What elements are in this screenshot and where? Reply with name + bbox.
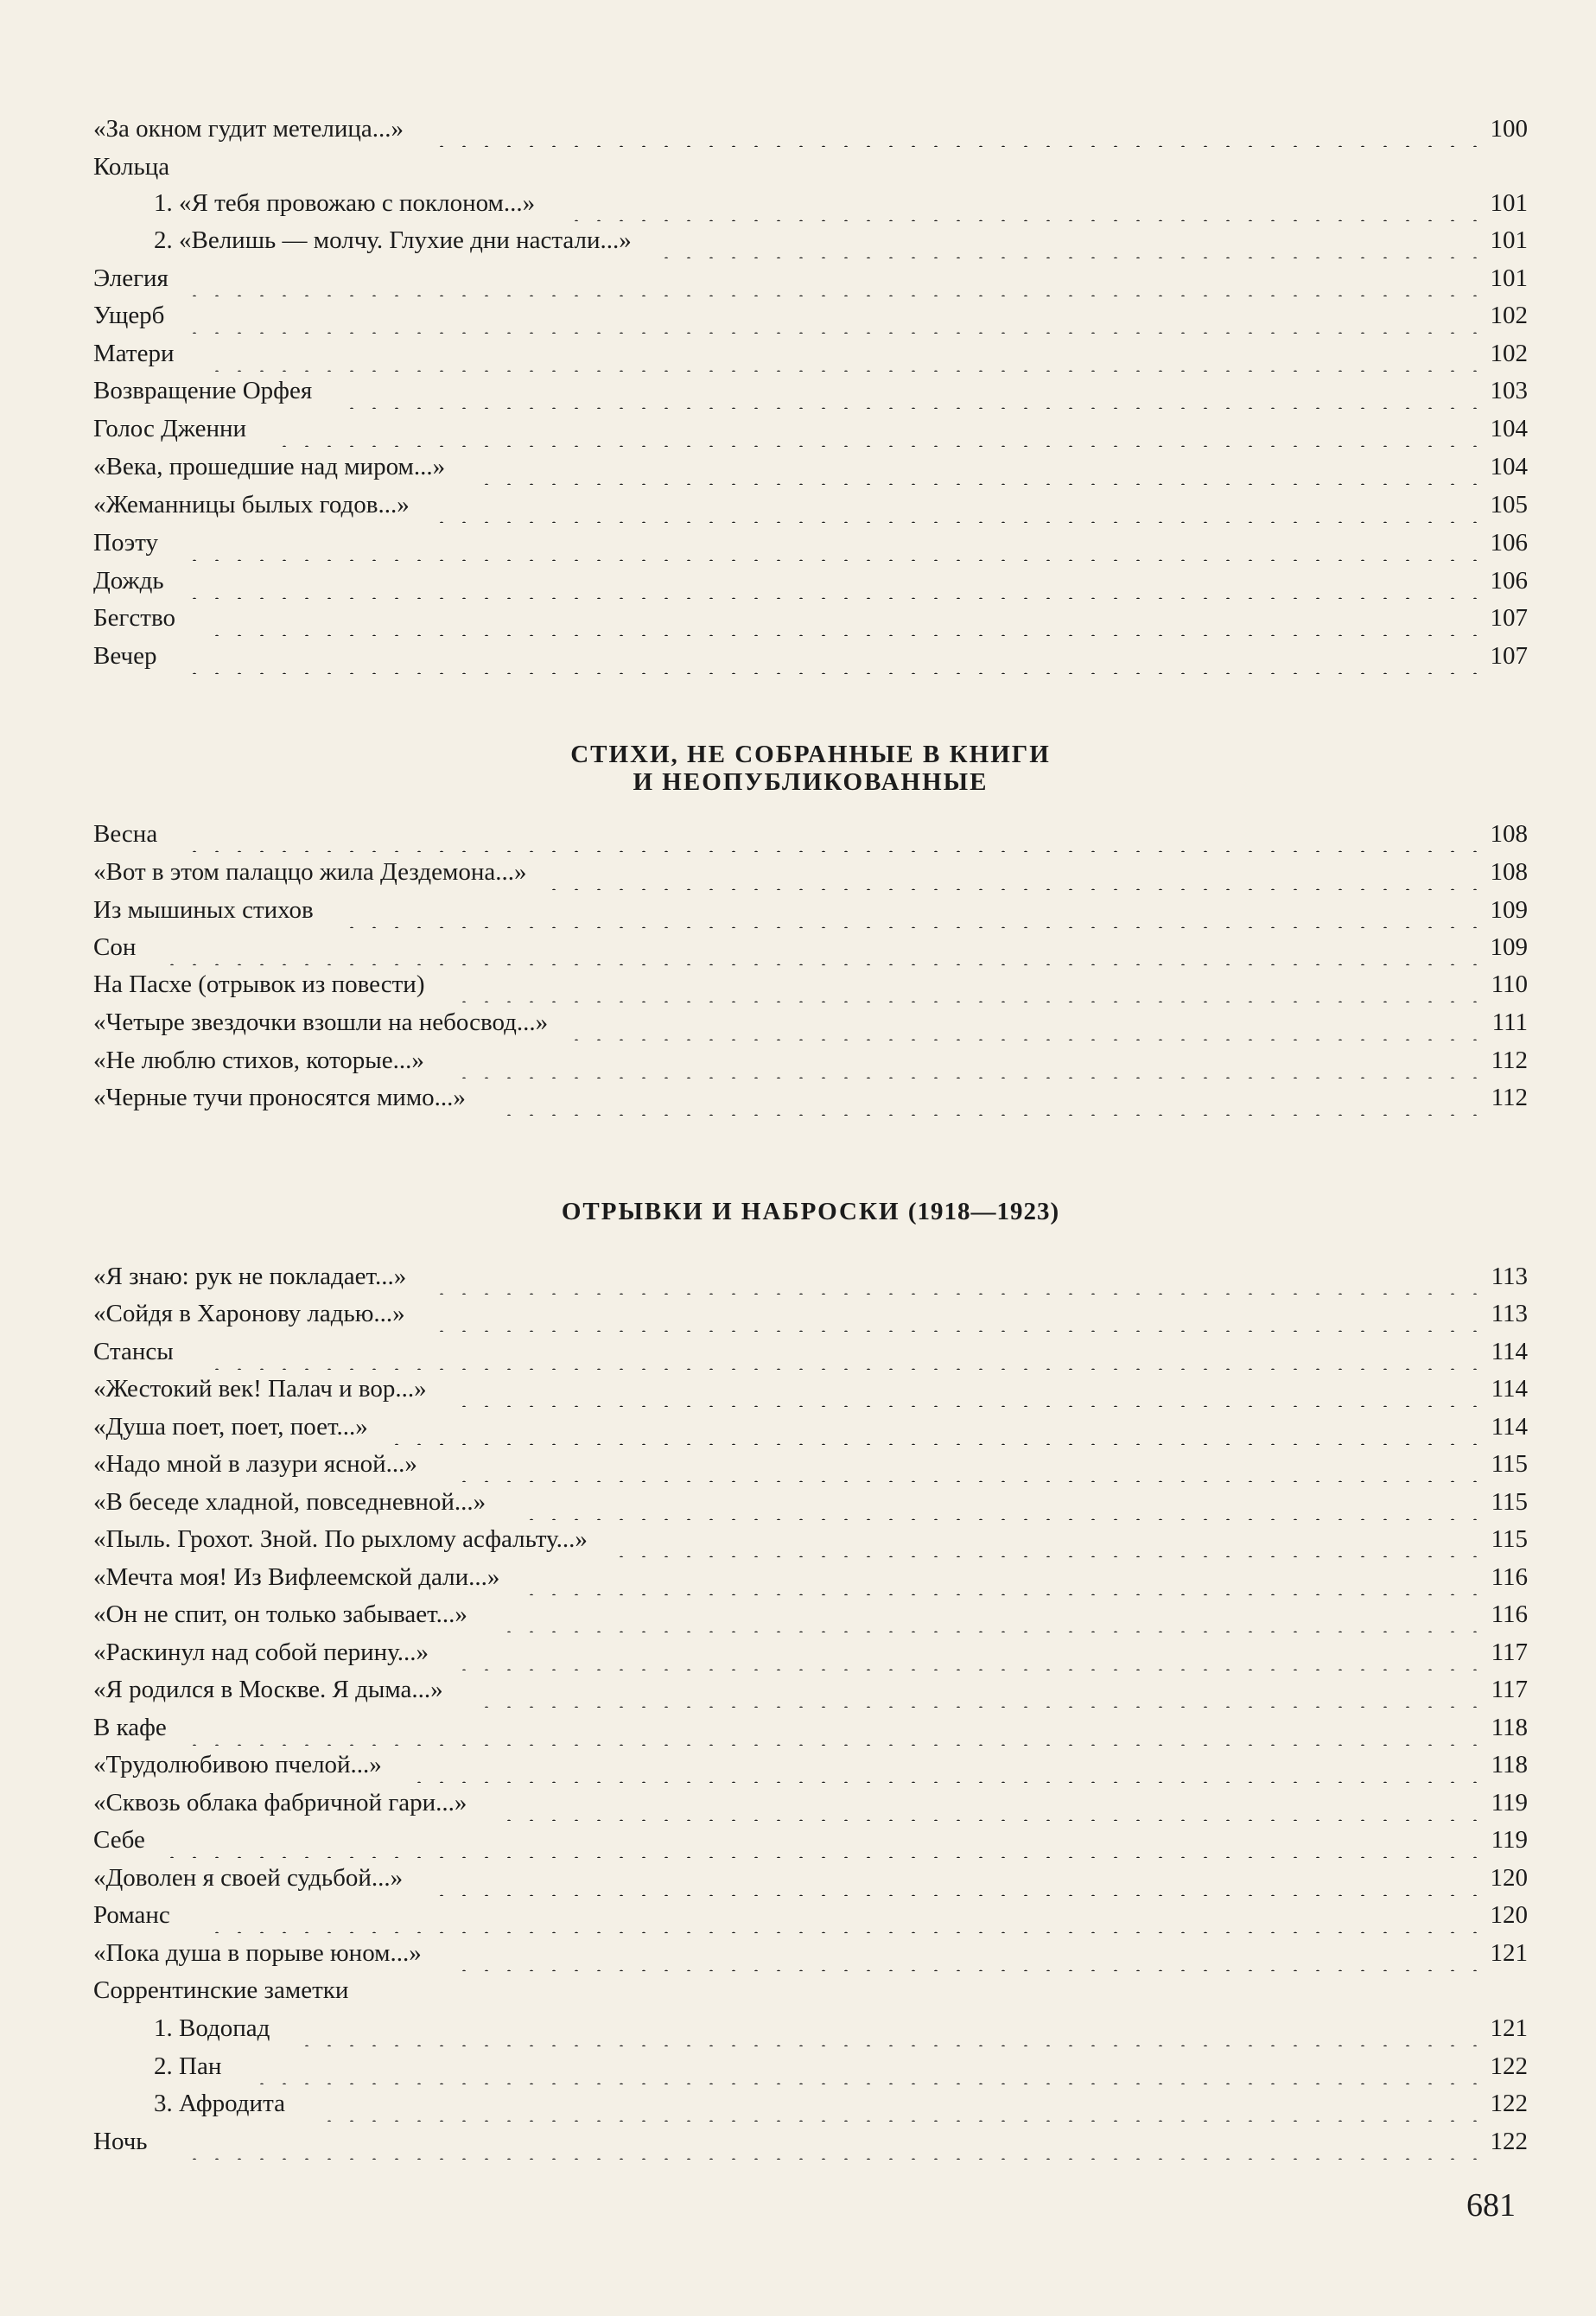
entry-title: «Трудолюбивою пчелой...» — [93, 1747, 391, 1783]
toc-entry — [93, 222, 1528, 258]
entry-title: «Сойдя в Харонову ладью...» — [93, 1295, 414, 1332]
entry-title: Сон — [93, 929, 144, 965]
entry-page-number: 119 — [1485, 1822, 1528, 1858]
toc-entry — [93, 854, 1528, 890]
entry-page-number: 101 — [1484, 185, 1529, 221]
toc-entry — [93, 1484, 1528, 1520]
dot-leader — [430, 111, 1478, 147]
section-heading-line2: И НЕОПУБЛИКОВАННЫЕ — [633, 768, 989, 796]
entry-title: В кафе — [93, 1709, 175, 1746]
section-heading-text: СТИХИ, НЕ СОБРАННЫЕ В КНИГИ — [570, 741, 1051, 768]
entry-title: Ущерб — [93, 297, 173, 334]
dot-leader — [408, 1747, 1479, 1783]
entry-page-number: 107 — [1484, 600, 1529, 636]
entry-title: Себе — [93, 1822, 154, 1858]
entry-page-number: 101 — [1484, 260, 1529, 296]
entry-title: «За окном гудит метелица...» — [93, 111, 412, 147]
section-heading — [93, 739, 1528, 770]
entry-title: «Вот в этом палаццо жила Дездемона...» — [93, 854, 535, 890]
toc-entry — [93, 1079, 1528, 1116]
dot-leader — [183, 816, 1478, 852]
toc-entry — [93, 600, 1528, 636]
dot-leader — [430, 487, 1478, 523]
entry-title: Стансы — [93, 1333, 182, 1370]
dot-leader — [340, 372, 1478, 409]
section-heading-text: ОТРЫВКИ И НАБРОСКИ — [561, 1198, 900, 1225]
entry-page-number: 118 — [1485, 1709, 1528, 1746]
dot-leader — [565, 185, 1478, 221]
entry-page-number: 115 — [1485, 1446, 1528, 1482]
toc-entry — [93, 1972, 1528, 2008]
dot-leader — [655, 222, 1478, 258]
toc-entry — [93, 1042, 1528, 1078]
entry-page-number: 109 — [1484, 929, 1529, 965]
dot-leader — [251, 2048, 1478, 2084]
dot-leader — [183, 638, 1478, 674]
entry-title: 1. «Я тебя провожаю с поклоном...» — [154, 185, 544, 221]
entry-page-number: 105 — [1484, 487, 1529, 523]
entry-page-number: 115 — [1485, 1521, 1528, 1557]
entry-page-number: 121 — [1484, 2010, 1529, 2046]
dot-leader — [183, 563, 1478, 599]
dot-leader — [453, 1446, 1479, 1482]
entry-title: Весна — [93, 816, 166, 852]
toc-entry — [93, 2123, 1528, 2160]
dot-leader — [206, 1333, 1479, 1370]
entry-page-number: 100 — [1484, 111, 1529, 147]
toc-entry — [93, 638, 1528, 674]
entry-title: Ночь — [93, 2123, 156, 2160]
entry-title: «Жестокий век! Палач и вор...» — [93, 1371, 436, 1407]
entry-title: 2. «Велишь — молчу. Глухие дни настали...» — [154, 222, 640, 258]
entry-page-number: 113 — [1485, 1295, 1528, 1332]
entry-title: Матери — [93, 335, 182, 372]
toc-entry — [93, 487, 1528, 523]
dot-leader — [453, 1634, 1479, 1670]
dot-leader — [318, 2085, 1478, 2122]
entry-title: «Жеманницы былых годов...» — [93, 487, 418, 523]
entry-title: Голос Дженни — [93, 410, 255, 447]
entry-title: Дождь — [93, 563, 173, 599]
entry-title: «Пыль. Грохот. Зной. По рыхлому асфальту...» — [93, 1521, 596, 1557]
dot-leader — [520, 1559, 1479, 1595]
dot-leader — [183, 2123, 1478, 2160]
dot-leader — [475, 1671, 1479, 1708]
dot-leader — [475, 449, 1478, 485]
entry-page-number: 114 — [1485, 1333, 1528, 1370]
entry-title: На Пасхе (отрывок из повести) — [93, 966, 433, 1002]
toc-entry — [93, 1521, 1528, 1557]
dot-leader — [183, 525, 1478, 561]
dot-leader — [430, 1860, 1478, 1896]
toc-entry — [93, 1004, 1528, 1040]
entry-page-number: 115 — [1485, 1484, 1528, 1520]
entry-page-number: 104 — [1484, 410, 1529, 447]
entry-page-number: 101 — [1484, 222, 1529, 258]
entry-title: Кольца — [93, 149, 178, 185]
entry-title: «Я родился в Москве. Я дыма...» — [93, 1671, 452, 1708]
entry-title: «Он не спит, он только забывает...» — [93, 1596, 476, 1632]
entry-title: «Пока душа в порыве юном...» — [93, 1935, 430, 1971]
toc-entry — [93, 1295, 1528, 1332]
dot-leader — [161, 1822, 1479, 1858]
entry-page-number: 109 — [1484, 892, 1529, 928]
toc-entry — [93, 335, 1528, 372]
entry-title: «Душа поет, поет, поет...» — [93, 1409, 377, 1445]
entry-page-number: 114 — [1485, 1371, 1528, 1407]
entry-page-number: 120 — [1484, 1897, 1529, 1933]
dot-leader — [183, 1709, 1479, 1746]
entry-title: «В беседе хладной, повседневной...» — [93, 1484, 494, 1520]
toc-entry — [93, 1897, 1528, 1933]
page-number: 681 — [1466, 2187, 1516, 2224]
entry-title: Поэту — [93, 525, 167, 561]
entry-page-number: 117 — [1485, 1634, 1528, 1670]
toc-entry — [93, 1596, 1528, 1632]
entry-title: «Мечта моя! Из Вифлеемской дали...» — [93, 1559, 508, 1595]
dot-leader — [520, 1484, 1479, 1520]
entry-title: «Черные тучи проносятся мимо...» — [93, 1079, 474, 1116]
dot-leader — [340, 892, 1478, 928]
toc-entry — [93, 1860, 1528, 1896]
dot-leader — [161, 929, 1478, 965]
dot-leader — [206, 1897, 1478, 1933]
toc-entry — [93, 297, 1528, 334]
dot-leader — [498, 1079, 1479, 1116]
toc-entry — [93, 1785, 1528, 1821]
dot-leader — [498, 1785, 1479, 1821]
toc-entry — [93, 410, 1528, 447]
dot-leader — [610, 1521, 1479, 1557]
toc-entry — [93, 1559, 1528, 1595]
entry-page-number: 117 — [1485, 1671, 1528, 1708]
entry-page-number: 108 — [1484, 854, 1529, 890]
toc-entry — [93, 816, 1528, 852]
entry-title: «Века, прошедшие над миром...» — [93, 449, 454, 485]
entry-title: «Доволен я своей судьбой...» — [93, 1860, 411, 1896]
toc-entry — [93, 1935, 1528, 1971]
toc-entry — [93, 2085, 1528, 2122]
entry-page-number: 103 — [1484, 372, 1529, 409]
dot-leader — [385, 1409, 1479, 1445]
toc-entry — [93, 372, 1528, 409]
entry-page-number: 121 — [1484, 1935, 1529, 1971]
toc-entry — [93, 1409, 1528, 1445]
entry-title: «Сквозь облака фабричной гари...» — [93, 1785, 475, 1821]
entry-title: «Раскинул над собой перину...» — [93, 1634, 437, 1670]
toc-entry — [93, 149, 1528, 185]
toc-entry — [93, 2010, 1528, 2046]
toc-entry — [93, 185, 1528, 221]
dot-leader — [183, 297, 1478, 334]
toc-entry — [93, 1634, 1528, 1670]
toc-entry — [93, 1747, 1528, 1783]
entry-page-number: 118 — [1485, 1747, 1528, 1783]
section-heading — [93, 1196, 1528, 1227]
entry-page-number: 108 — [1484, 816, 1529, 852]
dot-leader — [430, 1258, 1479, 1295]
dot-leader — [498, 1596, 1479, 1632]
dot-leader — [273, 410, 1478, 447]
dot-leader — [183, 260, 1478, 296]
entry-page-number: 110 — [1485, 966, 1528, 1002]
entry-title: Бегство — [93, 600, 184, 636]
toc-entry — [93, 449, 1528, 485]
toc-entry — [93, 1258, 1528, 1295]
toc-entry — [93, 563, 1528, 599]
toc-entry — [93, 1822, 1528, 1858]
entry-title: Романс — [93, 1897, 179, 1933]
dot-leader — [206, 600, 1478, 636]
toc-entry — [93, 966, 1528, 1002]
entry-title: «Четыре звездочки взошли на небосвод...» — [93, 1004, 556, 1040]
dot-leader — [206, 335, 1478, 372]
entry-title: Вечер — [93, 638, 165, 674]
entry-page-number: 106 — [1484, 525, 1529, 561]
entry-page-number: 102 — [1484, 335, 1529, 372]
entry-page-number: 114 — [1485, 1409, 1528, 1445]
toc-entry — [93, 525, 1528, 561]
entry-title: «Надо мной в лазури ясной...» — [93, 1446, 426, 1482]
toc-entry — [93, 1333, 1528, 1370]
dot-leader — [453, 1371, 1479, 1407]
dot-leader — [565, 1004, 1480, 1040]
entry-title: Возвращение Орфея — [93, 372, 321, 409]
entry-page-number: 120 — [1484, 1860, 1529, 1896]
entry-title: Элегия — [93, 260, 177, 296]
toc-entry — [93, 1371, 1528, 1407]
entry-title: 2. Пан — [154, 2048, 230, 2084]
toc-entry — [93, 111, 1528, 147]
entry-page-number: 111 — [1485, 1004, 1528, 1040]
entry-page-number: 113 — [1485, 1258, 1528, 1295]
entry-page-number: 102 — [1484, 297, 1529, 334]
dot-leader — [296, 2010, 1478, 2046]
dot-leader — [543, 854, 1478, 890]
entry-page-number: 107 — [1484, 638, 1529, 674]
entry-page-number: 122 — [1484, 2048, 1529, 2084]
toc-entry — [93, 1671, 1528, 1708]
section-heading-years: (1918—1923) — [907, 1198, 1060, 1225]
entry-page-number: 112 — [1485, 1079, 1528, 1116]
entry-page-number: 112 — [1485, 1042, 1528, 1078]
dot-leader — [453, 966, 1479, 1002]
entry-page-number: 116 — [1485, 1559, 1528, 1595]
toc-entry — [93, 260, 1528, 296]
toc-entry — [93, 1709, 1528, 1746]
entry-page-number: 122 — [1484, 2123, 1529, 2160]
entry-title: «Не люблю стихов, которые...» — [93, 1042, 433, 1078]
entry-title: Соррентинские заметки — [93, 1972, 357, 2008]
entry-page-number: 119 — [1485, 1785, 1528, 1821]
entry-title: Из мышиных стихов — [93, 892, 322, 928]
entry-title: 3. Афродита — [154, 2085, 294, 2122]
entry-page-number: 122 — [1484, 2085, 1529, 2122]
entry-title: 1. Водопад — [154, 2010, 278, 2046]
toc-entry — [93, 2048, 1528, 2084]
dot-leader — [430, 1295, 1479, 1332]
dot-leader — [453, 1935, 1478, 1971]
dot-leader — [453, 1042, 1479, 1078]
entry-title: «Я знаю: рук не покладает...» — [93, 1258, 415, 1295]
entry-page-number: 104 — [1484, 449, 1529, 485]
toc-entry — [93, 892, 1528, 928]
toc-entry — [93, 1446, 1528, 1482]
entry-page-number: 116 — [1485, 1596, 1528, 1632]
toc-entry — [93, 929, 1528, 965]
entry-page-number: 106 — [1484, 563, 1529, 599]
